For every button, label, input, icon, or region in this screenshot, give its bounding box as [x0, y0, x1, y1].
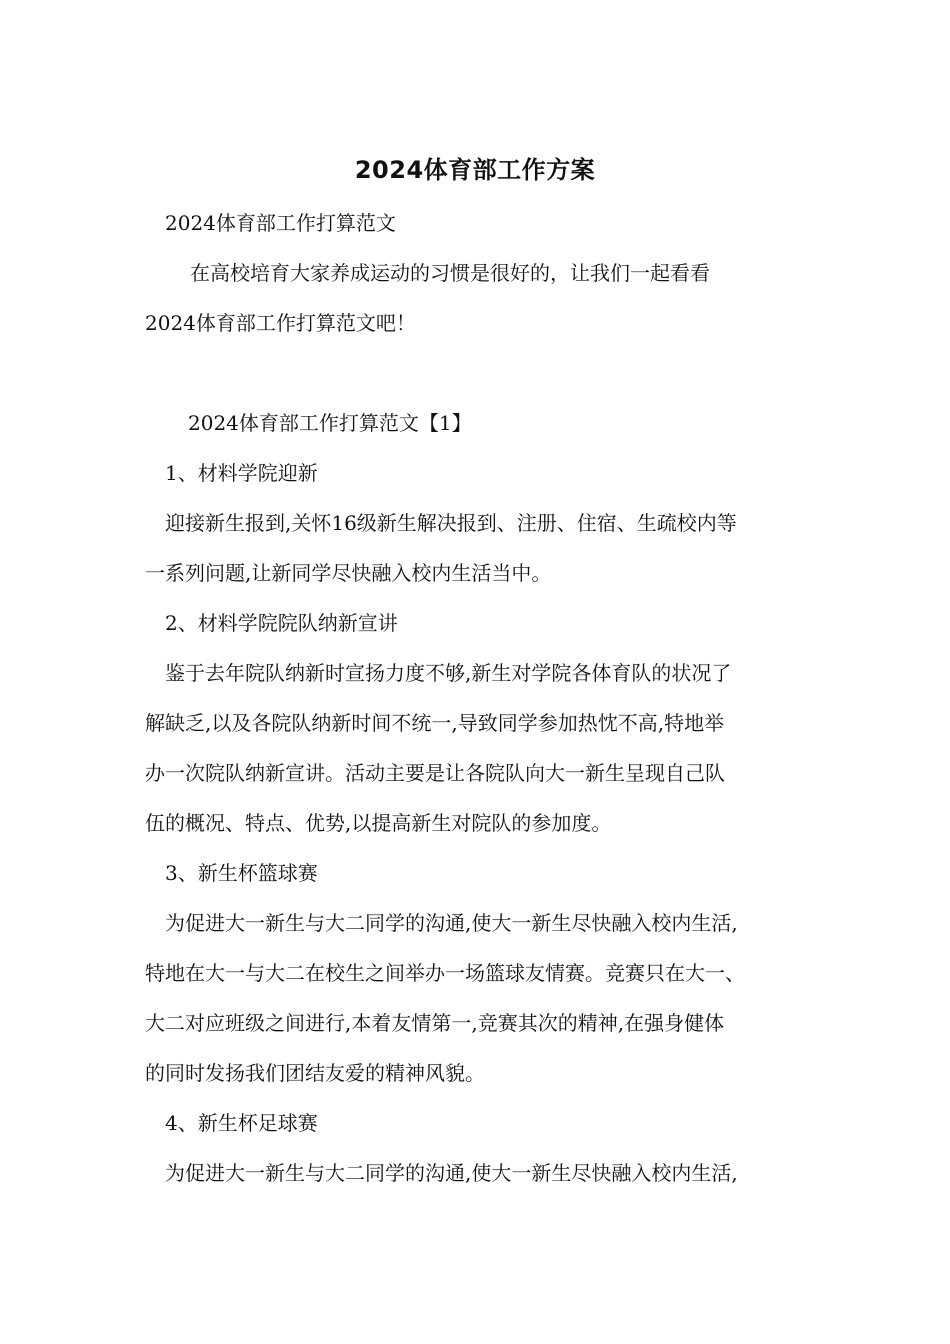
paragraph-line: 大二对应班级之间进行,本着友情第一,竞赛其次的精神,在强身健体: [145, 1011, 725, 1035]
paragraph-line: 特地在大一与大二在校生之间举办一场篮球友情赛。竞赛只在大一、: [145, 961, 745, 985]
intro-line-2: 2024体育部工作打算范文吧！: [145, 311, 416, 335]
paragraph-line: 迎接新生报到,关怀16级新生解决报到、注册、住宿、生疏校内等: [165, 511, 737, 535]
document-title: 2024体育部工作方案: [354, 156, 596, 184]
paragraph-line: 鉴于去年院队纳新时宣扬力度不够,新生对学院各体育队的状况了: [165, 661, 732, 685]
item-heading-1: 1、材料学院迎新: [165, 461, 318, 485]
paragraph-line: 为促进大一新生与大二同学的沟通,使大一新生尽快融入校内生活,: [165, 911, 738, 935]
section-heading: 2024体育部工作打算范文【1】: [188, 411, 472, 435]
paragraph-line: 为促进大一新生与大二同学的沟通,使大一新生尽快融入校内生活,: [165, 1161, 738, 1185]
subtitle-line: 2024体育部工作打算范文: [165, 211, 396, 235]
paragraph-line: 办一次院队纳新宣讲。活动主要是让各院队向大一新生呈现自己队: [145, 761, 725, 785]
item-heading-2: 2、材料学院院队纳新宣讲: [165, 611, 398, 635]
item-heading-4: 4、新生杯足球赛: [165, 1111, 318, 1135]
item-heading-3: 3、新生杯篮球赛: [165, 861, 318, 885]
paragraph-line: 伍的概况、特点、优势,以提高新生对院队的参加度。: [145, 811, 612, 835]
paragraph-line: 的同时发扬我们团结友爱的精神风貌。: [145, 1061, 485, 1085]
intro-line-1: 在高校培育大家养成运动的习惯是很好的，让我们一起看看: [190, 261, 710, 285]
paragraph-line: 一系列问题,让新同学尽快融入校内生活当中。: [145, 561, 552, 585]
paragraph-line: 解缺乏,以及各院队纳新时间不统一,导致同学参加热忱不高,特地举: [145, 711, 725, 735]
